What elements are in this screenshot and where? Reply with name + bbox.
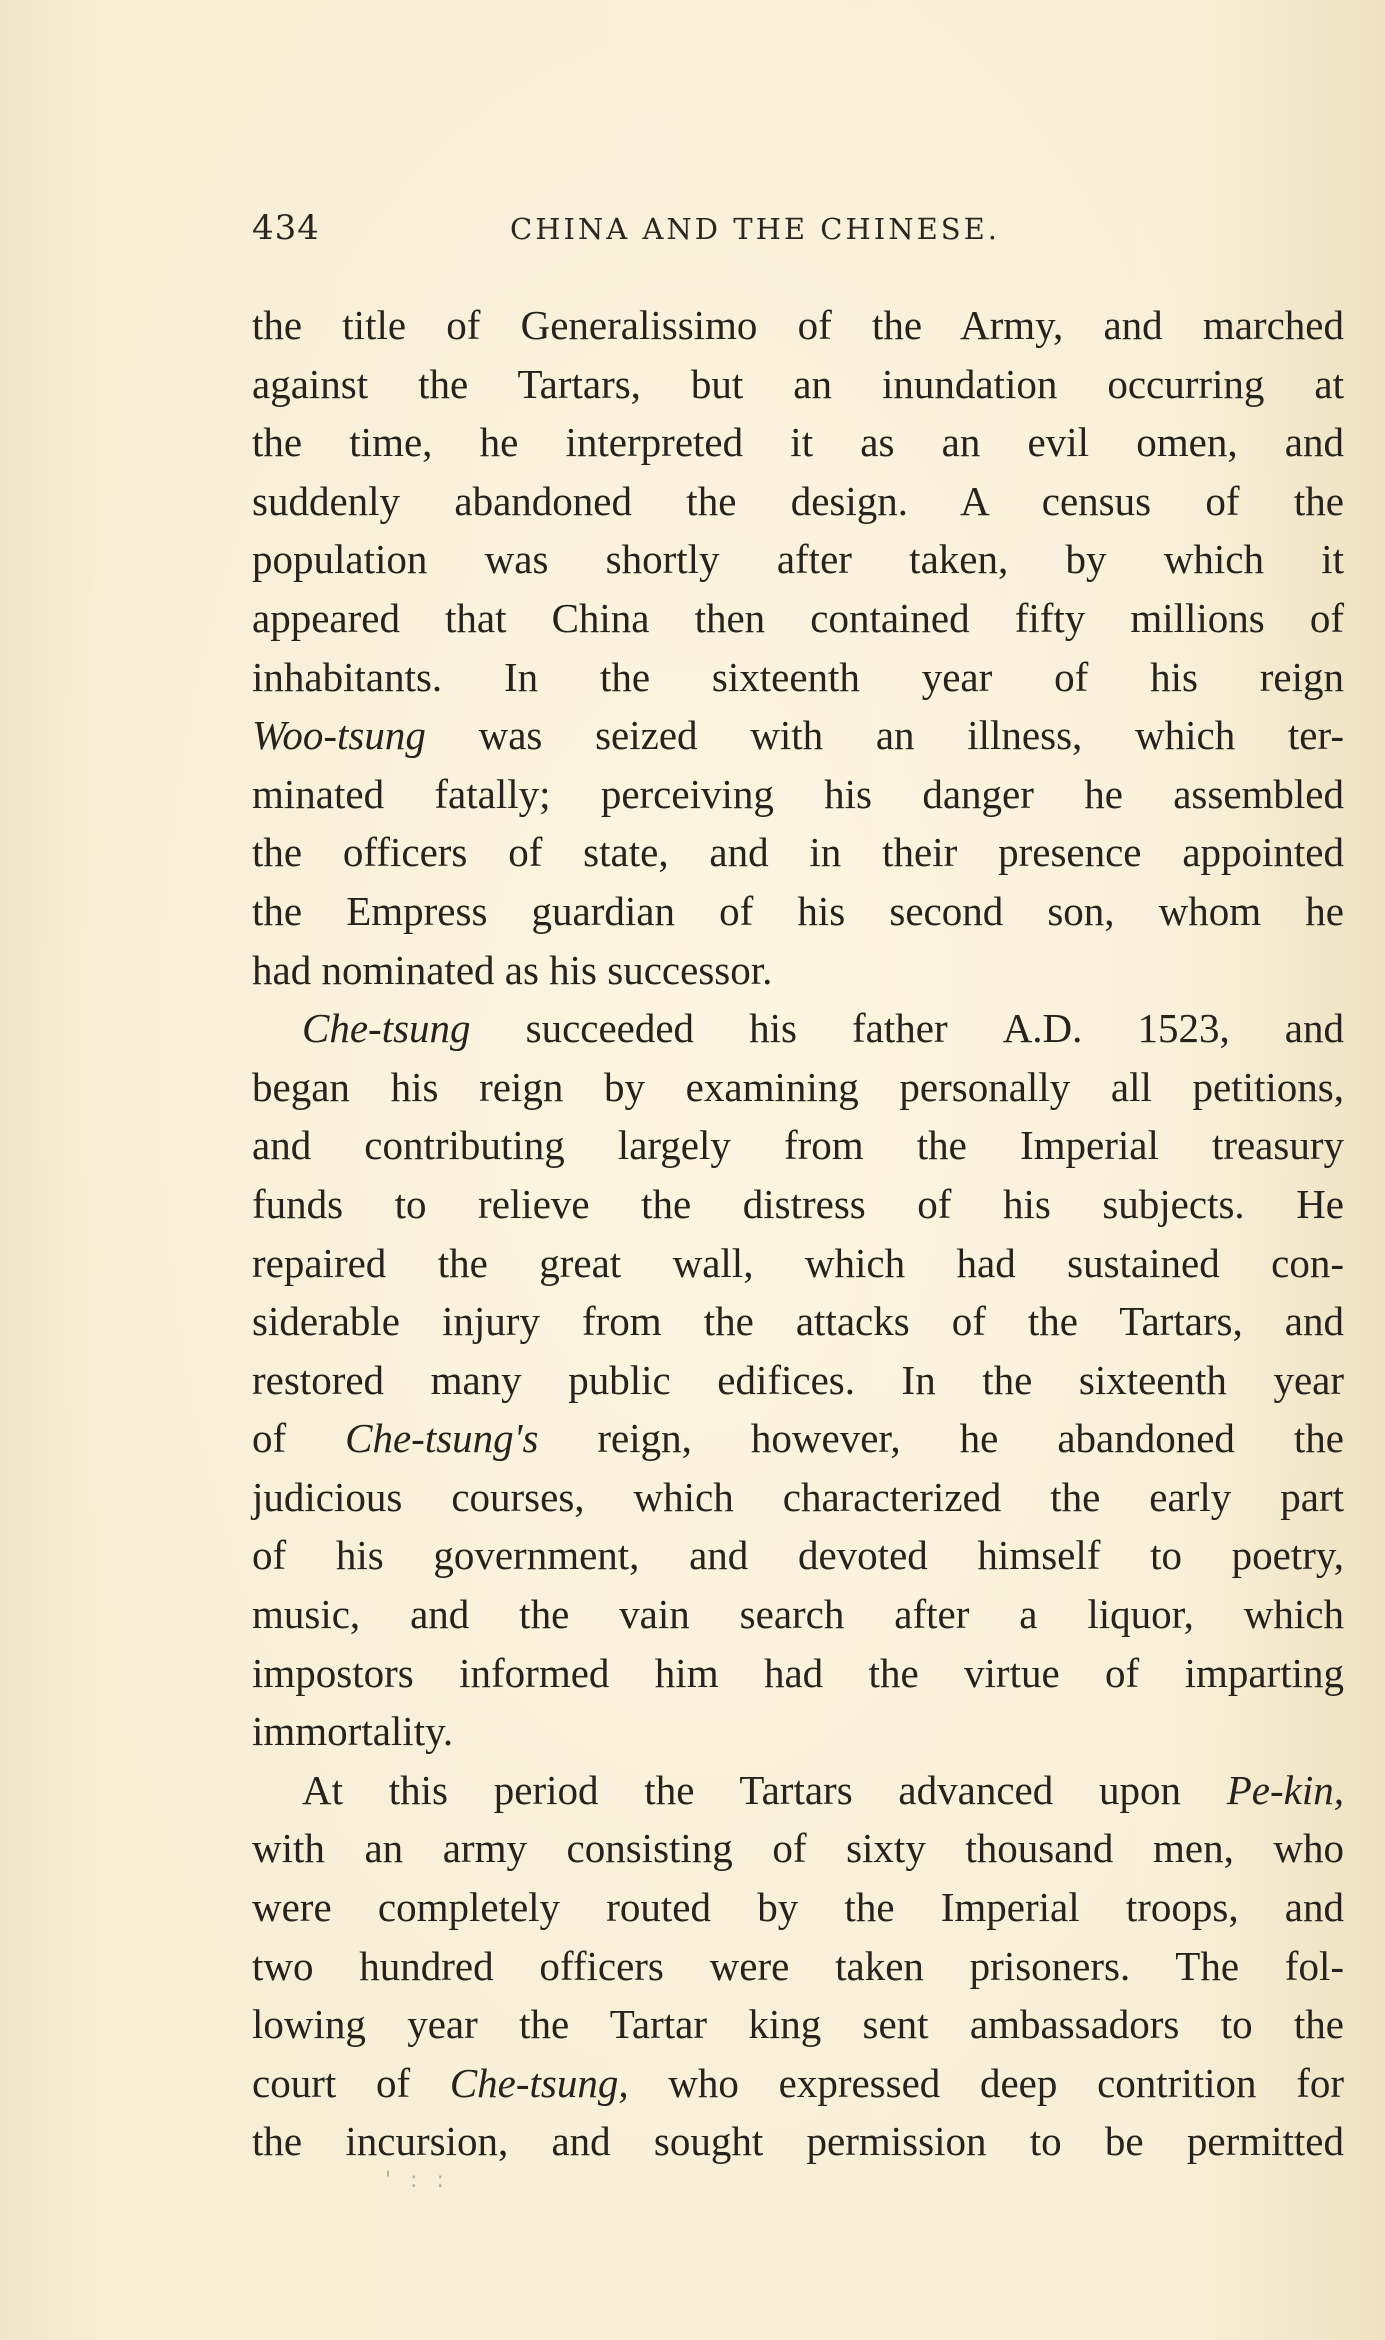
body-text — [252, 296, 1344, 2171]
emperor-name: Woo-tsung — [252, 712, 426, 759]
text-line: the title of Generalissimo of the Army, and marched — [252, 302, 1344, 348]
text-line: against the Tartars, but an inundation occurring at — [252, 360, 1344, 407]
text-line: of his government, and devoted himself to poetry, — [252, 1532, 1344, 1579]
text-line: repaired the great wall, which had sustained con- — [252, 1239, 1344, 1286]
text-line: inhabitants. In the sixteenth year of his reign — [252, 653, 1344, 700]
text-line: the time, he interpreted it as an evil omen, and — [252, 419, 1344, 466]
place-name: Pe-kin, — [1226, 1766, 1344, 1813]
text-line: funds to relieve the distress of his subjects. He — [252, 1180, 1344, 1227]
text-line: restored many public edifices. In the sixteenth year — [252, 1356, 1344, 1403]
paragraph-start-line: At this period the Tartars advanced upon Pe-kin, — [302, 1766, 1344, 1813]
text-line: impostors informed him had the virtue of imparting — [252, 1649, 1344, 1696]
paragraph-start-line: Che-tsung succeeded his father A.D. 1523, and — [302, 1005, 1344, 1052]
text-line: minated fatally; perceiving his danger he assembled — [252, 770, 1344, 817]
emperor-name: Che-tsung's — [345, 1415, 539, 1462]
text-line: of Che-tsung's reign, however, he abandoned the — [252, 1415, 1344, 1462]
text-line: judicious courses, which characterized the early part — [252, 1473, 1344, 1520]
text-line: two hundred officers were taken prisoners. The fol- — [252, 1942, 1344, 1989]
emperor-name: Che-tsung — [302, 1005, 471, 1052]
printer-marks: ' : : — [385, 2168, 450, 2193]
text-line: court of Che-tsung, who expressed deep contrition for — [252, 2059, 1344, 2106]
page-header — [252, 208, 1132, 258]
text-line: the incursion, and sought permission to be permitted — [252, 2118, 1344, 2165]
text-line: lowing year the Tartar king sent ambassadors to the — [252, 2001, 1344, 2048]
text-line: began his reign by examining personally all petitions, — [252, 1063, 1344, 1110]
text-line: were completely routed by the Imperial troops, and — [252, 1884, 1344, 1931]
text-line: music, and the vain search after a liquor, which — [252, 1591, 1344, 1638]
text-line: appeared that China then contained fifty millions of — [252, 594, 1344, 641]
text-line: had nominated as his successor. — [252, 946, 773, 993]
era-abbreviation: A.D. — [1002, 1005, 1083, 1052]
text-line: immortality. — [252, 1708, 454, 1755]
text-line: population was shortly after taken, by which it — [252, 536, 1344, 583]
running-head: CHINA AND THE CHINESE. — [510, 212, 1001, 246]
text-line: suddenly abandoned the design. A census of the — [252, 477, 1344, 524]
page-number: 434 — [252, 208, 320, 248]
text-line: siderable injury from the attacks of the Tartars, and — [252, 1298, 1344, 1345]
text-line: with an army consisting of sixty thousand men, who — [252, 1825, 1344, 1872]
text-line: Woo-tsung was seized with an illness, which ter- — [252, 712, 1344, 759]
text-line: the officers of state, and in their presence appointed — [252, 829, 1344, 876]
text-line: and contributing largely from the Imperial treasury — [252, 1122, 1344, 1169]
emperor-name: Che-tsung, — [449, 2059, 629, 2106]
text-line: the Empress guardian of his second son, whom he — [252, 887, 1344, 934]
